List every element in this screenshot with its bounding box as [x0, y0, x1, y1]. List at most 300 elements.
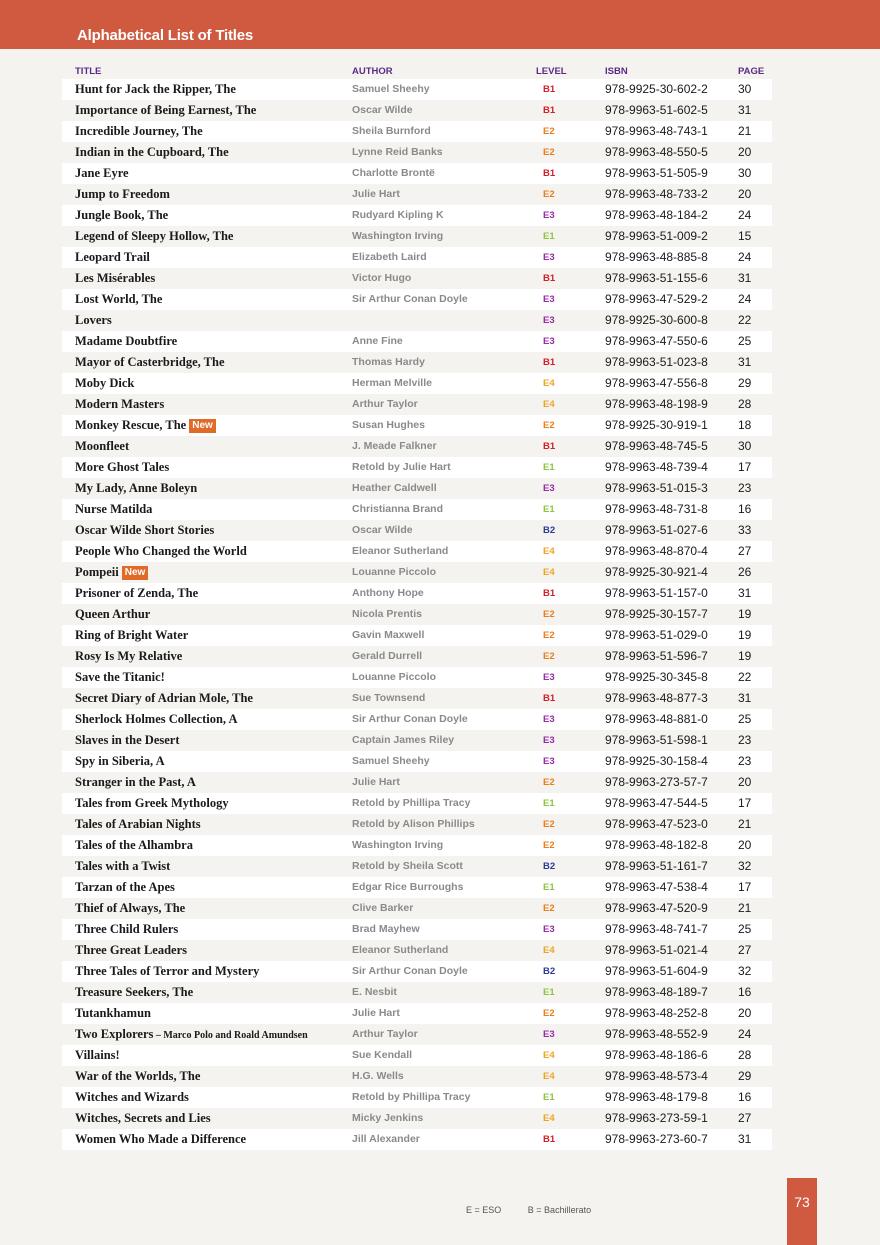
book-isbn: 978-9963-51-015-3 — [605, 481, 708, 495]
book-level: E4 — [543, 1071, 555, 1082]
book-title — [75, 100, 256, 121]
book-title-text: Secret Diary of Adrian Mole, The — [75, 691, 253, 705]
book-level: B1 — [543, 84, 556, 95]
book-isbn: 978-9963-51-023-8 — [605, 355, 708, 369]
book-title-text: Moonfleet — [75, 439, 130, 453]
table-row — [62, 310, 772, 331]
titles-table — [62, 62, 772, 1150]
book-page: 24 — [738, 208, 752, 222]
table-row — [62, 478, 772, 499]
table-row — [62, 772, 772, 793]
book-author: Sir Arthur Conan Doyle — [352, 293, 468, 305]
book-level: E3 — [543, 336, 555, 347]
book-title-text: Tales of the Alhambra — [75, 838, 193, 852]
book-level: E4 — [543, 378, 555, 389]
book-isbn: 978-9963-273-60-7 — [605, 1132, 708, 1146]
book-level: E3 — [543, 714, 555, 725]
book-title-text: People Who Changed the World — [75, 544, 247, 558]
book-isbn: 978-9963-51-596-7 — [605, 649, 708, 663]
book-title — [75, 835, 193, 856]
book-title — [75, 1108, 211, 1129]
book-title — [75, 205, 168, 226]
book-page: 21 — [738, 124, 752, 138]
book-author: Eleanor Sutherland — [352, 944, 449, 956]
book-author: Anthony Hope — [352, 587, 424, 599]
table-row — [62, 625, 772, 646]
book-title — [75, 184, 170, 205]
book-title — [75, 604, 150, 625]
book-level: E3 — [543, 252, 555, 263]
table-row — [62, 457, 772, 478]
book-page: 31 — [738, 103, 752, 117]
table-row — [62, 814, 772, 835]
book-level: E3 — [543, 1029, 555, 1040]
book-title-text: Jane Eyre — [75, 166, 129, 180]
book-title — [75, 814, 201, 835]
book-level: E2 — [543, 777, 555, 788]
book-author: E. Nesbit — [352, 986, 397, 998]
book-title-text: Indian in the Cupboard, The — [75, 145, 229, 159]
book-title-text: Lovers — [75, 313, 112, 327]
level-legend — [466, 1205, 615, 1215]
book-level: E2 — [543, 651, 555, 662]
book-title-text: Villains! — [75, 1048, 120, 1062]
book-isbn: 978-9963-48-184-2 — [605, 208, 708, 222]
page-title: Alphabetical List of Titles — [77, 27, 254, 44]
book-title-text: Mayor of Casterbridge, The — [75, 355, 225, 369]
book-level: E1 — [543, 798, 555, 809]
book-isbn: 978-9963-47-544-5 — [605, 796, 708, 810]
book-title-text: More Ghost Tales — [75, 460, 170, 474]
book-title-text: Les Misérables — [75, 271, 156, 285]
book-author: Christianna Brand — [352, 503, 444, 515]
book-title — [75, 961, 259, 982]
book-title — [75, 268, 155, 289]
legend-eso: E = ESO — [466, 1205, 502, 1215]
page-number-tab — [787, 1178, 817, 1245]
book-page: 30 — [738, 166, 752, 180]
table-row — [62, 730, 772, 751]
book-author: Retold by Alison Phillips — [352, 818, 475, 830]
book-level: E1 — [543, 882, 555, 893]
book-title — [75, 1024, 308, 1046]
book-title — [75, 730, 180, 751]
book-page: 17 — [738, 460, 752, 474]
book-isbn: 978-9963-51-604-9 — [605, 964, 708, 978]
book-title — [75, 394, 164, 415]
book-isbn: 978-9963-273-57-7 — [605, 775, 708, 789]
book-isbn: 978-9963-48-252-8 — [605, 1006, 708, 1020]
book-author: Heather Caldwell — [352, 482, 437, 494]
table-row — [62, 1087, 772, 1108]
book-level: E4 — [543, 567, 555, 578]
book-subtitle: – Marco Polo and Roald Amundsen — [153, 1030, 308, 1041]
table-row — [62, 583, 772, 604]
book-title — [75, 79, 236, 100]
table-row — [62, 562, 772, 583]
legend-bachillerato: B = Bachillerato — [527, 1205, 592, 1215]
book-title-text: Madame Doubtfire — [75, 334, 178, 348]
book-isbn: 978-9963-48-550-5 — [605, 145, 708, 159]
book-level: B1 — [543, 588, 556, 599]
book-author: Sir Arthur Conan Doyle — [352, 965, 468, 977]
book-level: E3 — [543, 210, 555, 221]
book-title — [75, 1003, 151, 1024]
table-row — [62, 1129, 772, 1150]
book-page: 24 — [738, 250, 752, 264]
book-title-text: Treasure Seekers, The — [75, 985, 194, 999]
book-title-text: Modern Masters — [75, 397, 165, 411]
book-isbn: 978-9963-47-529-2 — [605, 292, 708, 306]
table-row — [62, 877, 772, 898]
book-author: Retold by Sheila Scott — [352, 860, 463, 872]
table-row — [62, 1066, 772, 1087]
book-isbn: 978-9963-48-198-9 — [605, 397, 708, 411]
table-header — [62, 62, 772, 79]
book-level: B1 — [543, 357, 556, 368]
book-isbn: 978-9963-51-157-0 — [605, 586, 708, 600]
book-author: Nicola Prentis — [352, 608, 423, 620]
page-number: 73 — [794, 1194, 810, 1210]
book-title-text: Oscar Wilde Short Stories — [75, 523, 215, 537]
book-level: B1 — [543, 441, 556, 452]
book-page: 27 — [738, 544, 752, 558]
book-title — [75, 562, 148, 583]
book-author: Julie Hart — [352, 188, 400, 200]
book-level: E1 — [543, 987, 555, 998]
book-level: B2 — [543, 861, 556, 872]
book-author: J. Meade Falkner — [352, 440, 437, 452]
book-title — [75, 709, 238, 730]
book-author: Samuel Sheehy — [352, 755, 430, 767]
table-row — [62, 100, 772, 121]
book-level: E4 — [543, 399, 555, 410]
book-author: Herman Melville — [352, 377, 432, 389]
book-level: E3 — [543, 672, 555, 683]
book-author: Sheila Burnford — [352, 125, 431, 137]
column-header-level: LEVEL — [536, 66, 567, 77]
book-title — [75, 541, 247, 562]
book-author: Micky Jenkins — [352, 1112, 424, 1124]
book-title-text: Tarzan of the Apes — [75, 880, 175, 894]
book-author: Louanne Piccolo — [352, 671, 437, 683]
book-level: B1 — [543, 693, 556, 704]
book-author: Lynne Reid Banks — [352, 146, 443, 158]
book-page: 29 — [738, 1069, 752, 1083]
book-title-text: Legend of Sleepy Hollow, The — [75, 229, 234, 243]
book-isbn: 978-9925-30-919-1 — [605, 418, 708, 432]
book-level: E1 — [543, 231, 555, 242]
book-title — [75, 415, 216, 436]
book-title-text: Three Child Rulers — [75, 922, 179, 936]
book-isbn: 978-9963-48-186-6 — [605, 1048, 708, 1062]
book-author: Retold by Phillipa Tracy — [352, 797, 471, 809]
book-title — [75, 1087, 189, 1108]
book-page: 19 — [738, 607, 752, 621]
table-row — [62, 1024, 772, 1045]
book-title-text: Three Great Leaders — [75, 943, 188, 957]
table-row — [62, 646, 772, 667]
book-author: Washington Irving — [352, 230, 444, 242]
book-title — [75, 373, 134, 394]
table-row — [62, 856, 772, 877]
book-title — [75, 625, 188, 646]
book-page: 21 — [738, 901, 752, 915]
book-title-text: Thief of Always, The — [75, 901, 186, 915]
book-author: Susan Hughes — [352, 419, 425, 431]
book-isbn: 978-9963-51-598-1 — [605, 733, 708, 747]
book-level: E3 — [543, 294, 555, 305]
book-level: E2 — [543, 126, 555, 137]
book-title-text: Monkey Rescue, The — [75, 418, 187, 432]
book-level: B1 — [543, 168, 556, 179]
book-level: E2 — [543, 147, 555, 158]
book-author: Louanne Piccolo — [352, 566, 437, 578]
book-title — [75, 1045, 120, 1066]
book-isbn: 978-9963-51-027-6 — [605, 523, 708, 537]
table-row — [62, 751, 772, 772]
book-title — [75, 583, 198, 604]
book-isbn: 978-9963-51-009-2 — [605, 229, 708, 243]
book-author: Elizabeth Laird — [352, 251, 427, 263]
book-title — [75, 898, 185, 919]
book-title — [75, 793, 229, 814]
book-isbn: 978-9963-51-505-9 — [605, 166, 708, 180]
book-page: 29 — [738, 376, 752, 390]
book-author: Washington Irving — [352, 839, 444, 851]
book-level: E2 — [543, 819, 555, 830]
table-row — [62, 709, 772, 730]
table-row — [62, 79, 772, 100]
book-page: 25 — [738, 922, 752, 936]
book-page: 30 — [738, 439, 752, 453]
book-title-text: Spy in Siberia, A — [75, 754, 165, 768]
book-title-text: Jungle Book, The — [75, 208, 169, 222]
book-isbn: 978-9925-30-921-4 — [605, 565, 708, 579]
book-isbn: 978-9963-48-741-7 — [605, 922, 708, 936]
book-author: Arthur Taylor — [352, 1028, 418, 1040]
table-row — [62, 373, 772, 394]
book-author: Sue Kendall — [352, 1049, 413, 1061]
table-row — [62, 1108, 772, 1129]
table-row — [62, 121, 772, 142]
book-title-text: Queen Arthur — [75, 607, 151, 621]
book-level: B2 — [543, 966, 556, 977]
book-author: Gerald Durrell — [352, 650, 423, 662]
table-row — [62, 688, 772, 709]
book-title — [75, 310, 112, 331]
book-page: 32 — [738, 859, 752, 873]
book-isbn: 978-9925-30-345-8 — [605, 670, 708, 684]
book-author: Clive Barker — [352, 902, 414, 914]
book-isbn: 978-9963-48-877-3 — [605, 691, 708, 705]
book-title — [75, 982, 193, 1003]
book-title-text: Women Who Made a Difference — [75, 1132, 247, 1146]
book-page: 30 — [738, 82, 752, 96]
book-title — [75, 1066, 200, 1087]
book-author: Victor Hugo — [352, 272, 412, 284]
book-isbn: 978-9963-48-739-4 — [605, 460, 708, 474]
book-level: E4 — [543, 1113, 555, 1124]
book-title — [75, 163, 129, 184]
book-page: 31 — [738, 1132, 752, 1146]
book-author: Oscar Wilde — [352, 104, 413, 116]
book-page: 19 — [738, 628, 752, 642]
table-row — [62, 163, 772, 184]
table-row — [62, 142, 772, 163]
book-page: 32 — [738, 964, 752, 978]
book-level: B1 — [543, 273, 556, 284]
book-isbn: 978-9963-48-182-8 — [605, 838, 708, 852]
table-row — [62, 961, 772, 982]
book-page: 31 — [738, 691, 752, 705]
book-page: 17 — [738, 880, 752, 894]
book-isbn: 978-9963-48-731-8 — [605, 502, 708, 516]
book-title — [75, 1129, 246, 1150]
book-author: Gavin Maxwell — [352, 629, 425, 641]
book-author: Anne Fine — [352, 335, 403, 347]
book-title — [75, 688, 253, 709]
table-row — [62, 835, 772, 856]
book-title — [75, 520, 214, 541]
book-isbn: 978-9925-30-157-7 — [605, 607, 708, 621]
book-page: 21 — [738, 817, 752, 831]
book-page: 23 — [738, 754, 752, 768]
book-page: 16 — [738, 1090, 752, 1104]
book-page: 16 — [738, 502, 752, 516]
book-isbn: 978-9963-48-881-0 — [605, 712, 708, 726]
table-row — [62, 898, 772, 919]
book-page: 25 — [738, 334, 752, 348]
book-title — [75, 667, 165, 688]
book-level: E2 — [543, 189, 555, 200]
book-level: E1 — [543, 1092, 555, 1103]
book-level: B1 — [543, 105, 556, 116]
book-title — [75, 289, 162, 310]
book-level: E2 — [543, 420, 555, 431]
book-page: 18 — [738, 418, 752, 432]
book-title-text: Nurse Matilda — [75, 502, 153, 516]
book-page: 24 — [738, 1027, 752, 1041]
book-title — [75, 856, 170, 877]
book-page: 22 — [738, 670, 752, 684]
book-author: Arthur Taylor — [352, 398, 418, 410]
table-row — [62, 919, 772, 940]
book-title — [75, 751, 165, 772]
book-title-text: Rosy Is My Relative — [75, 649, 183, 663]
book-title-text: Tales with a Twist — [75, 859, 171, 873]
book-isbn: 978-9963-47-550-6 — [605, 334, 708, 348]
book-isbn: 978-9963-51-021-4 — [605, 943, 708, 957]
book-level: E2 — [543, 630, 555, 641]
book-author: Captain James Riley — [352, 734, 455, 746]
book-title — [75, 226, 233, 247]
book-title — [75, 877, 175, 898]
book-isbn: 978-9963-48-745-5 — [605, 439, 708, 453]
book-title-text: Witches, Secrets and Lies — [75, 1111, 211, 1125]
book-page: 22 — [738, 313, 752, 327]
book-isbn: 978-9963-47-556-8 — [605, 376, 708, 390]
book-isbn: 978-9963-48-552-9 — [605, 1027, 708, 1041]
book-page: 23 — [738, 733, 752, 747]
book-level: B1 — [543, 1134, 556, 1145]
table-row — [62, 415, 772, 436]
book-title — [75, 457, 169, 478]
book-page: 27 — [738, 943, 752, 957]
column-header-page: PAGE — [738, 66, 765, 77]
book-author: Julie Hart — [352, 776, 400, 788]
table-row — [62, 226, 772, 247]
book-isbn: 978-9963-48-743-1 — [605, 124, 708, 138]
book-title-text: War of the Worlds, The — [75, 1069, 201, 1083]
table-row — [62, 1045, 772, 1066]
book-title-text: Sherlock Holmes Collection, A — [75, 712, 238, 726]
new-badge: New — [189, 419, 216, 433]
book-level: E2 — [543, 609, 555, 620]
book-page: 19 — [738, 649, 752, 663]
book-isbn: 978-9963-48-733-2 — [605, 187, 708, 201]
book-level: E1 — [543, 504, 555, 515]
book-author: Julie Hart — [352, 1007, 400, 1019]
book-isbn: 978-9925-30-600-8 — [605, 313, 708, 327]
book-title — [75, 436, 129, 457]
book-isbn: 978-9963-51-155-6 — [605, 271, 708, 285]
book-title — [75, 142, 229, 163]
book-page: 20 — [738, 838, 752, 852]
book-title — [75, 499, 152, 520]
table-row — [62, 667, 772, 688]
book-page: 25 — [738, 712, 752, 726]
book-page: 17 — [738, 796, 752, 810]
book-title-text: Witches and Wizards — [75, 1090, 189, 1104]
page-header — [0, 0, 880, 49]
book-author: Retold by Phillipa Tracy — [352, 1091, 471, 1103]
book-title — [75, 919, 178, 940]
book-author: H.G. Wells — [352, 1070, 404, 1082]
book-title — [75, 247, 150, 268]
book-level: E4 — [543, 546, 555, 557]
book-title — [75, 646, 182, 667]
book-isbn: 978-9963-47-520-9 — [605, 901, 708, 915]
book-page: 28 — [738, 397, 752, 411]
book-title-text: My Lady, Anne Boleyn — [75, 481, 198, 495]
book-title — [75, 121, 203, 142]
book-title-text: Stranger in the Past, A — [75, 775, 196, 789]
column-header-author: AUTHOR — [352, 66, 393, 77]
book-isbn: 978-9963-48-189-7 — [605, 985, 708, 999]
book-title-text: Incredible Journey, The — [75, 124, 203, 138]
table-row — [62, 331, 772, 352]
book-title-text: Three Tales of Terror and Mystery — [75, 964, 260, 978]
book-author: Oscar Wilde — [352, 524, 413, 536]
table-row — [62, 793, 772, 814]
book-isbn: 978-9963-48-573-4 — [605, 1069, 708, 1083]
book-title-text: Ring of Bright Water — [75, 628, 189, 642]
book-level: E1 — [543, 462, 555, 473]
book-level: E3 — [543, 924, 555, 935]
book-author: Brad Mayhew — [352, 923, 420, 935]
book-title — [75, 352, 225, 373]
book-page: 33 — [738, 523, 752, 537]
book-level: E2 — [543, 1008, 555, 1019]
book-isbn: 978-9963-48-885-8 — [605, 250, 708, 264]
book-title-text: Tales of Arabian Nights — [75, 817, 201, 831]
book-title-text: Hunt for Jack the Ripper, The — [75, 82, 236, 96]
book-level: E4 — [543, 945, 555, 956]
book-title — [75, 331, 177, 352]
table-row — [62, 982, 772, 1003]
table-row — [62, 247, 772, 268]
